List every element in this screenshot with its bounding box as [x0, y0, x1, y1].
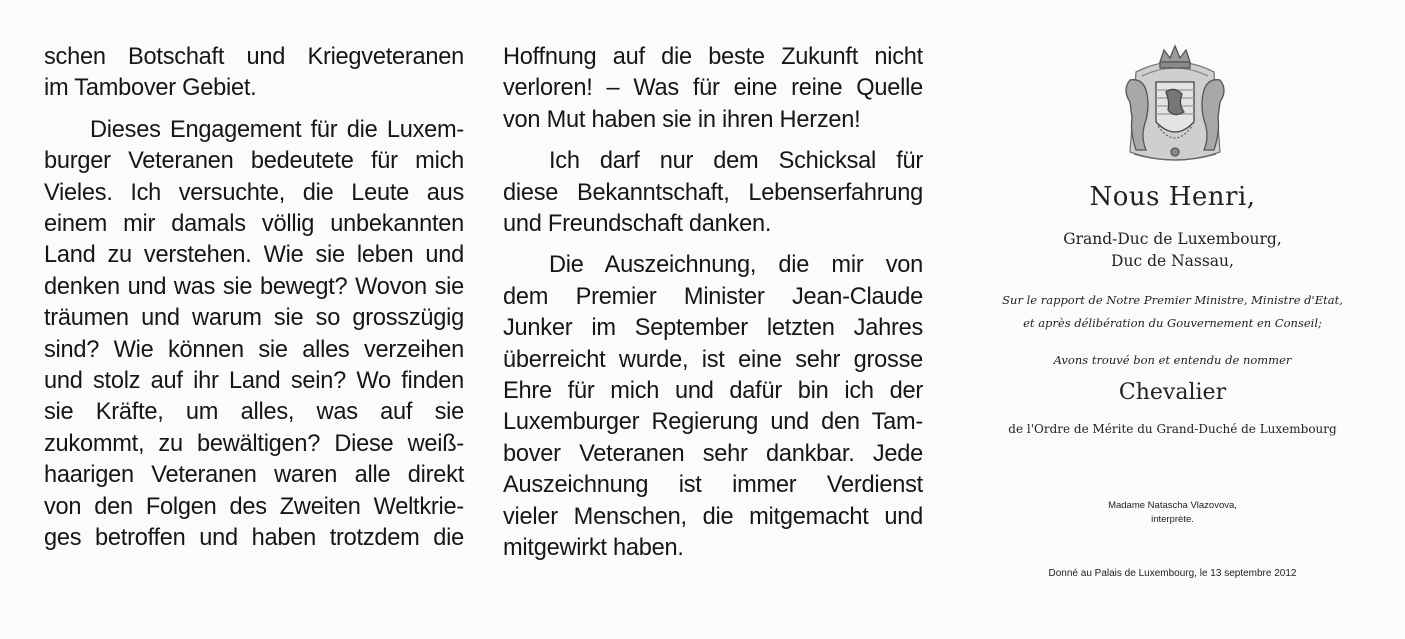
text-line: Dieses Engagement für die Luxem- [90, 116, 464, 143]
certificate-recipient: Madame Natascha Vlazovova, [1108, 500, 1237, 511]
text-line: verloren! – Was für eine reine Quelle [503, 75, 923, 102]
certificate-title-line-2: Duc de Nassau, [1111, 252, 1234, 270]
text-line: denken und was sie bewegt? Wovon sie [44, 273, 464, 300]
text-line: Ehre für mich und dafür bin ich der [503, 378, 923, 405]
text-line: bover Veteranen sehr dankbar. Jede [503, 440, 923, 467]
text-line: burger Veteranen bedeutete für mich [44, 148, 464, 175]
text-line: Auszeichnung ist immer Verdienst [503, 472, 923, 499]
award-certificate [955, 30, 1390, 620]
text-line: mitgewirkt haben. [503, 535, 684, 562]
text-line: Luxemburger Regierung und den Tam- [503, 409, 923, 436]
text-line: schen Botschaft und Kriegveteranen [44, 44, 464, 70]
left-text-column [44, 42, 464, 555]
certificate-order: de l'Ordre de Mérite du Grand-Duché de Luxembourg [1008, 422, 1337, 436]
text-line: Land zu verstehen. Wie sie leben und [44, 242, 464, 269]
paragraph-right-1 [503, 42, 923, 136]
text-line: ges betroffen und haben trotzdem die [44, 525, 464, 552]
text-line: von den Folgen des Zweiten Weltkrie- [44, 493, 464, 520]
text-line: Vieles. Ich versuchte, die Leute aus [44, 179, 464, 206]
text-line: dem Premier Minister Jean-Claude [503, 283, 923, 310]
certificate-title-line-1: Grand-Duc de Luxembourg, [1063, 230, 1282, 248]
text-line: haarigen Veteranen waren alle direkt [44, 462, 464, 489]
text-line: Die Auszeichnung, die mir von [549, 252, 923, 279]
text-line: überreicht wurde, ist eine sehr grosse [503, 346, 923, 373]
text-line: Hoffnung auf die beste Zukunft nicht [503, 44, 923, 70]
text-line: von Mut haben sie in ihren Herzen! [503, 106, 861, 133]
right-text-column [503, 42, 923, 565]
paragraph-right-2 [503, 146, 923, 240]
certificate-decision: Avons trouvé bon et entendu de nommer [1053, 353, 1292, 367]
text-line: vieler Menschen, die mitgemacht und [503, 503, 923, 530]
paragraph-left-2 [44, 115, 464, 555]
text-line: sind? Wie können sie alles verzeihen [44, 336, 464, 363]
certificate-given-at: Donné au Palais de Luxembourg, le 13 septembre 2012 [1048, 568, 1297, 579]
paragraph-left-1 [44, 42, 464, 105]
certificate-rank: Chevalier [1118, 380, 1227, 405]
text-line: zukommt, zu bewältigen? Diese weiß- [44, 430, 464, 457]
certificate-report-line-2: et après délibération du Gouvernement en Conseil; [1023, 316, 1322, 330]
text-line: im Tambover Gebiet. [44, 75, 257, 102]
certificate-report-line-1: Sur le rapport de Notre Premier Ministre, Ministre d'Etat, [1002, 293, 1343, 307]
certificate-recipient-role: interprète. [1151, 514, 1194, 525]
text-line: Ich darf nur dem Schicksal für [549, 148, 923, 175]
text-line: und Freundschaft danken. [503, 211, 772, 238]
certificate-sovereign-name: Nous Henri, [1089, 182, 1256, 212]
text-line: einem mir damals völlig unbekannten [44, 211, 464, 238]
text-line: und stolz auf ihr Land sein? Wo finden [44, 368, 464, 395]
text-line: Junker im September letzten Jahres [503, 315, 923, 342]
coat-of-arms-icon [1116, 42, 1234, 172]
paragraph-right-3 [503, 250, 923, 564]
text-line: sie Kräfte, um alles, was auf sie [44, 399, 464, 426]
text-line: diese Bekanntschaft, Lebenserfahrung [503, 179, 923, 206]
text-line: träumen und warum sie so grosszügig [44, 305, 464, 332]
